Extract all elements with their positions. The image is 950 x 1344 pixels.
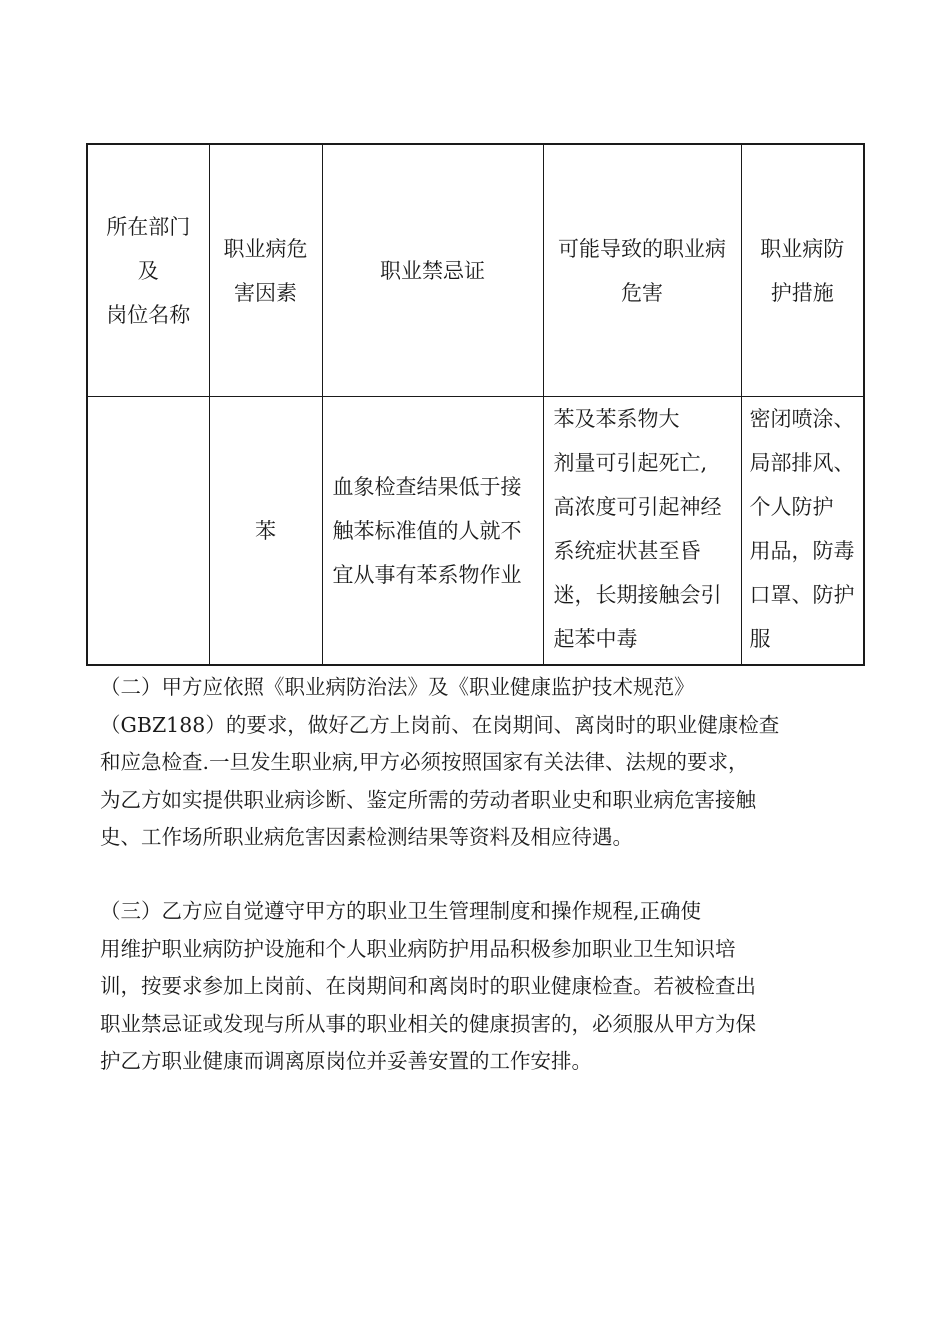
header-cell-department: 所在部门 及 岗位名称 bbox=[87, 144, 209, 397]
cell-factor: 苯 bbox=[209, 397, 322, 666]
header-cell-contraindication: 职业禁忌证 bbox=[322, 144, 543, 397]
header-cell-hazard: 可能导致的职业病 危害 bbox=[543, 144, 741, 397]
table-header-row bbox=[87, 144, 864, 397]
paragraph-2: （二）甲方应依照《职业病防治法》及《职业健康监护技术规范》 （GBZ188）的要求，做好乙方上岗前、在岗期间、离岗时的职业健康检查 和应急检查.一旦发生职业病,甲方必须按照国家有关法律、法规的要求， 为乙方如实提供职业病诊断、鉴定所需的劳动者职业史和职业病危害接触 史、工作场所职业病危害因素检测结果等资料及相应待遇。 bbox=[100, 675, 780, 849]
paragraph-3: （三）乙方应自觉遵守甲方的职业卫生管理制度和操作规程,正确使 用维护职业病防护设施和个人职业病防护用品积极参加职业卫生知识培 训，按要求参加上岗前、在岗期间和离岗时的职业健康检查。若被检查出 职业禁忌证或发现与所从事的职业相关的健康损害的，必须服从甲方为保 护乙方职业健康而调离原岗位并妥善安置的工作安排。 bbox=[100, 899, 756, 1073]
cell-contraindication: 血象检查结果低于接 触苯标准值的人就不 宜从事有苯系物作业 bbox=[322, 397, 543, 666]
cell-department bbox=[87, 397, 209, 666]
cell-hazard: 苯及苯系物大 剂量可引起死亡, 高浓度可引起神经 系统症状甚至昏 迷，长期接触会引 起苯中毒 bbox=[543, 397, 741, 666]
cell-measures: 密闭喷涂、 局部排风、 个人防护 用品，防毒 口罩、防护 服 bbox=[741, 397, 864, 666]
table-row bbox=[87, 397, 864, 666]
hazard-table bbox=[86, 143, 865, 666]
header-cell-factor: 职业病危 害因素 bbox=[209, 144, 322, 397]
header-cell-measures: 职业病防 护措施 bbox=[741, 144, 864, 397]
